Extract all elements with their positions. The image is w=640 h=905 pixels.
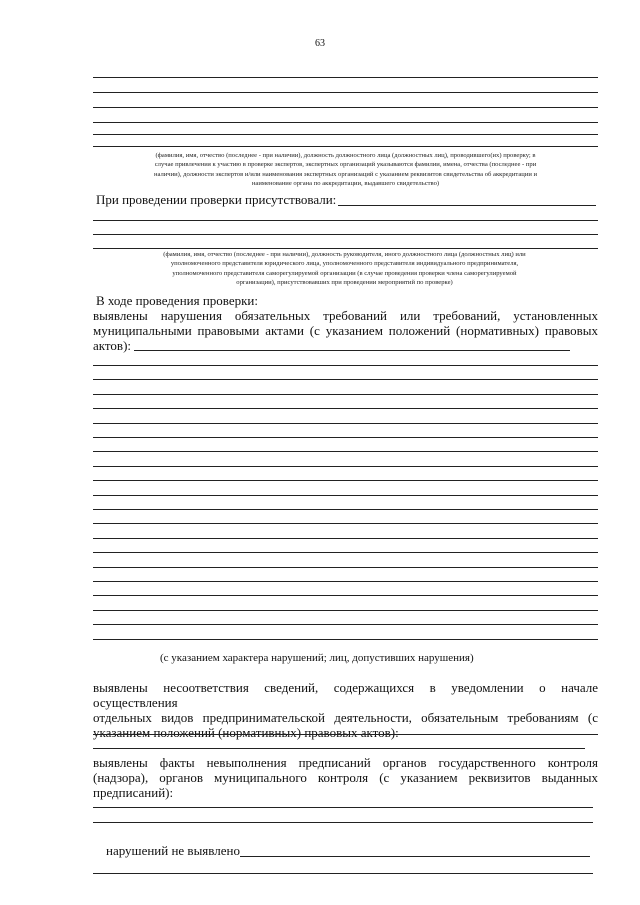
violations-caption: (с указанием характера нарушений; лиц, допустивших нарушения) [160,652,474,664]
blank-line [93,146,598,147]
blank-line [93,807,593,808]
blank-line [93,437,598,438]
blank-line [93,624,598,625]
caption-line: уполномоченного представителя саморегулируемой организации (в случае проведения проверки члена саморегулируемой [172,269,517,277]
blank-line [93,466,598,467]
blank-line [93,451,598,452]
blank-line [93,581,598,582]
blank-line [93,122,598,123]
caption-line: наименование органа по аккредитации, выдавшего свидетельство) [251,180,440,188]
caption-line: уполномоченного представителя юридического лица, уполномоченного представителя индивидуального предпринимателя, [170,260,519,268]
caption-line: случае привлечения к участию в проверке экспертов, экспертных организаций указываются фамилии, имена, отчества (последнее - при [154,161,537,169]
paragraph-line: указанием положений (нормативных) правовых актов): [93,725,399,740]
paragraph-line: выявлены нарушения обязательных требований или требований, установленных [93,308,598,323]
blank-line [93,408,598,409]
paragraph-line: выявлены факты невыполнения предписаний органов государственного контроля [93,755,598,770]
present-fill-line [338,205,596,206]
blank-line [93,107,598,108]
paragraph-line: муниципальными правовыми актами (с указанием положений (нормативных) правовых [93,323,598,338]
blank-line [93,822,593,823]
blank-line [93,365,598,366]
blank-line [93,639,598,640]
blank-line [93,394,598,395]
blank-line [93,379,598,380]
caption-line: (фамилия, имя, отчество (последнее - при наличии), должность руководителя, иного должностного лица (должностных лиц) или [163,251,526,258]
blank-line [93,220,598,221]
during-label: В ходе проведения проверки: [96,293,259,308]
paragraph-line: отдельных видов предпринимательской деятельности, обязательным требованиям (с [93,710,598,725]
blank-line [93,77,598,78]
caption-line: наличии), должности экспертов и/или наименования экспертных организаций с указанием реквизитов свидетельства об аккредитации и [153,170,538,178]
blank-line [93,552,598,553]
blank-line [93,495,598,496]
blank-line [93,509,598,510]
no-violations-fill-line [240,856,590,857]
blank-line [93,595,598,596]
present-label: При проведении проверки присутствовали: [96,192,337,207]
blank-line [93,134,598,135]
paragraph-line: выявлены несоответствия сведений, содержащихся в уведомлении о начале осуществления [93,680,598,710]
no-violations-label: нарушений не выявлено [106,843,240,858]
blank-line [93,748,585,749]
orders-paragraph [93,755,598,800]
blank-line [93,734,598,735]
caption-line: (фамилия, имя, отчество (последнее - при наличии), должность должностного лица (должностных лиц), проводившего(их) проверку; в [155,152,536,159]
mismatch-paragraph [93,680,598,740]
blank-line [93,873,593,874]
blank-line [93,248,598,249]
blank-line [93,92,598,93]
blank-line [93,538,598,539]
paragraph-line: (надзора), органов муниципального контроля (с указанием реквизитов выданных [93,770,598,785]
violations-paragraph [93,308,598,353]
blank-line [93,567,598,568]
caption-line: организации), присутствовавших при проведении мероприятий по проверке) [236,279,453,287]
blank-line [93,480,598,481]
blank-line [93,234,598,235]
violations-fill-line [134,350,570,351]
paragraph-line: предписаний): [93,785,174,800]
attendees-caption [92,250,597,288]
blank-line [93,423,598,424]
inspector-caption [88,151,603,189]
paragraph-line: актов): [93,338,132,353]
blank-line [93,523,598,524]
blank-line [93,610,598,611]
page-number: 63 [315,38,325,49]
